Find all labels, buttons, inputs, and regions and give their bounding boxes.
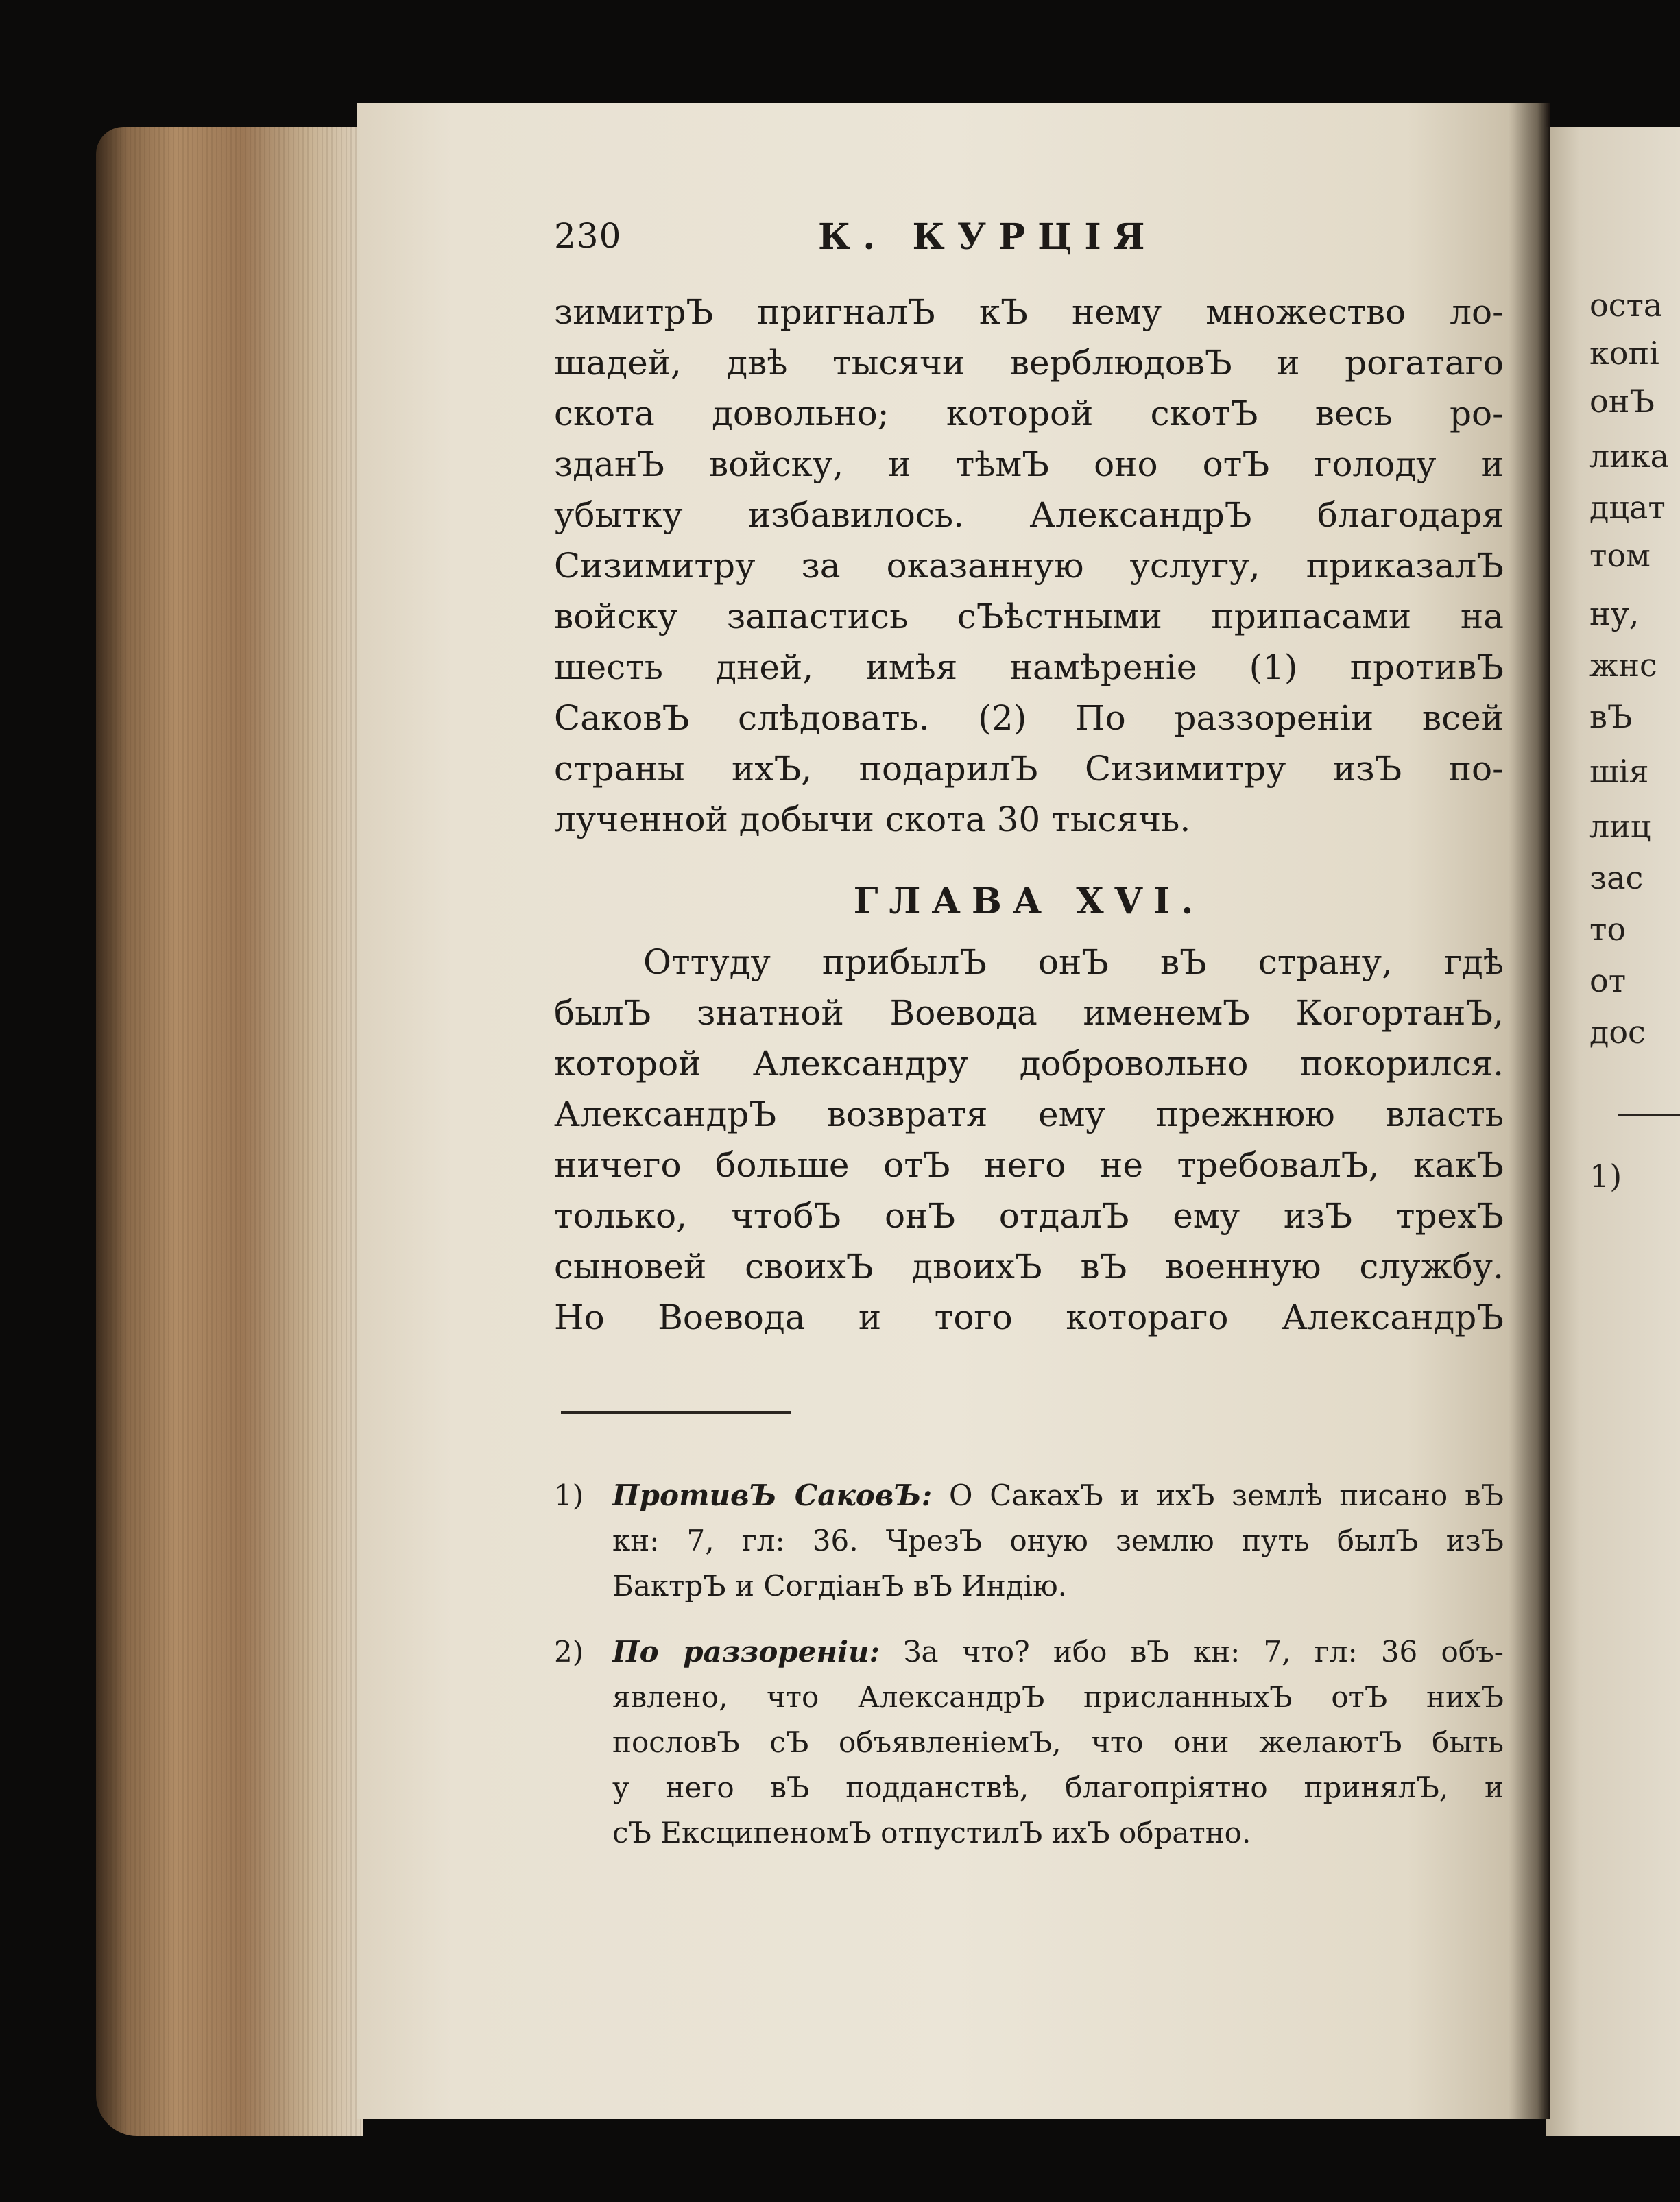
footnote-line: кн: 7, гл: 36. ЧрезЪ оную землю путь былЪ изЪ (612, 1524, 1504, 1557)
right-page-line: вЪ (1589, 698, 1633, 735)
text-line: зимитрЪ пригналЪ кЪ нему множество ло- (554, 292, 1504, 332)
text-line: только, чтобЪ онЪ отдалЪ ему изЪ трехЪ (554, 1196, 1504, 1236)
right-page-line: ну, (1589, 595, 1640, 632)
right-page-line: дос (1589, 1014, 1646, 1051)
text-line: ничего больше отЪ него не требовалЪ, какЪ (554, 1145, 1504, 1185)
right-page-line: том (1589, 537, 1651, 574)
text-line: сыновей своихЪ двоихЪ вЪ военную службу. (554, 1247, 1504, 1287)
right-page-line: то (1589, 911, 1627, 948)
right-page-line: шія (1589, 753, 1649, 790)
footnote-text: О СакахЪ и ихЪ землѣ писано вЪ (949, 1479, 1504, 1512)
right-page-line: оста (1589, 287, 1663, 324)
footnote-term: По раззореніи: (612, 1635, 880, 1668)
footnote-line: явлено, что АлександрЪ присланныхЪ отЪ нихЪ (612, 1680, 1504, 1714)
footnote-rule (561, 1411, 791, 1414)
right-page-line: от (1589, 962, 1627, 999)
chapter-heading: ГЛАВА XVI. (853, 881, 1205, 922)
right-page-rule (1618, 1114, 1680, 1116)
text-line: зданЪ войску, и тѣмЪ оно отЪ голоду и (554, 444, 1504, 484)
text-line: лученной добычи скота 30 тысячь. (554, 800, 1191, 839)
right-page-line: онЪ (1589, 383, 1655, 420)
right-page-footnote-marker: 1) (1589, 1158, 1622, 1195)
text-line: шесть дней, имѣя намѣреніе (1) противЪ (554, 647, 1504, 687)
text-line: былЪ знатной Воевода именемЪ КогортанЪ, (554, 993, 1504, 1033)
text-line: войску запастись сЪѣстными припасами на (554, 597, 1504, 636)
right-page-line: зас (1589, 859, 1644, 896)
footnote-line: сЪ ЕксципеномЪ отпустилЪ ихЪ обратно. (612, 1816, 1251, 1850)
footnote-line: у него вЪ подданствѣ, благопріятно принялЪ, и (612, 1771, 1504, 1804)
right-page-line: копі (1589, 335, 1659, 372)
text-line: которой Александру добровольно покорился. (554, 1044, 1504, 1084)
right-page-line: дцат (1589, 489, 1666, 526)
text-line: шадей, двѣ тысячи верблюдовЪ и рогатаго (554, 343, 1504, 383)
right-page-line: лика (1589, 438, 1670, 475)
footnote-line: БактрЪ и СогдіанЪ вЪ Индію. (612, 1569, 1067, 1603)
footnote-line (612, 1631, 1504, 1673)
right-page-line: лиц (1589, 808, 1651, 845)
text-line: страны ихЪ, подарилЪ Сизимитру изЪ по- (554, 749, 1504, 789)
footnote-line (612, 1474, 1504, 1517)
text-line: Оттуду прибылЪ онЪ вЪ страну, гдѣ (643, 942, 1504, 982)
page-number: 230 (554, 216, 622, 256)
footnote-marker: 1) (554, 1479, 584, 1512)
text-line: Но Воевода и того котораго АлександрЪ (554, 1297, 1504, 1337)
text-line: скота довольно; которой скотЪ весь ро- (554, 394, 1504, 433)
text-line: убытку избавилось. АлександрЪ благодаря (554, 495, 1504, 535)
running-head: К. КУРЦІЯ (818, 216, 1157, 258)
footnote-term: ПротивЪ СаковЪ: (612, 1479, 933, 1512)
text-line: АлександрЪ возвратя ему прежнюю власть (554, 1094, 1504, 1134)
text-line: СаковЪ слѣдовать. (2) По раззореніи всей (554, 698, 1504, 738)
right-page-line: жнс (1589, 647, 1657, 684)
footnote-line: пословЪ сЪ объявленіемЪ, что они желаютЪ быть (612, 1725, 1504, 1759)
text-line: Сизимитру за оказанную услугу, приказалЪ (554, 546, 1504, 586)
footnote-marker: 2) (554, 1635, 584, 1668)
page-header (554, 216, 1514, 271)
footnote-text: За что? ибо вЪ кн: 7, гл: 36 объ- (903, 1635, 1504, 1668)
